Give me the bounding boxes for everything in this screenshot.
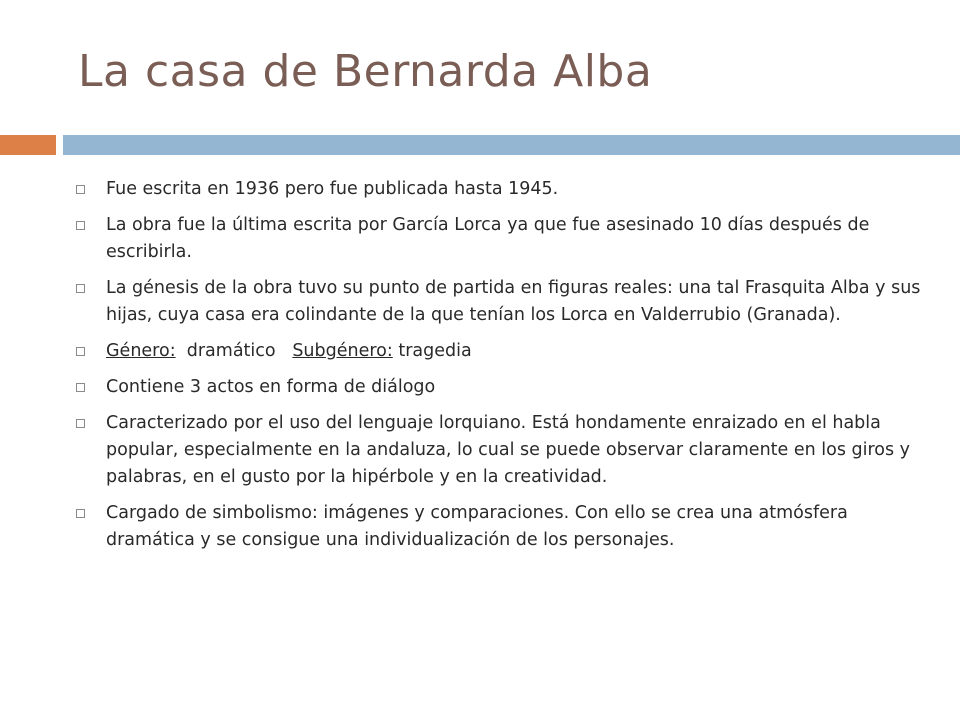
accent-bar-blue: [63, 135, 960, 155]
hollow-square-icon: [76, 347, 85, 356]
bullet-list: [76, 176, 936, 563]
slide-title: La casa de Bernarda Alba: [78, 46, 653, 97]
hollow-square-icon: [76, 419, 85, 428]
hollow-square-icon: [76, 383, 85, 392]
list-item: [76, 275, 936, 329]
subgenre-label: Subgénero:: [292, 341, 393, 361]
list-item: [76, 212, 936, 266]
genre-line: [106, 338, 936, 365]
item-text: Contiene 3 actos en forma de diálogo: [106, 377, 436, 397]
list-item: [76, 374, 936, 401]
item-text: Caracterizado por el uso del lenguaje lorquiano. Está hondamente enraizado en el habla popular, especialmente en la andaluza, lo cual se puede observar claramente en los giros y palabras, en el gusto por la hipérbole y en la creatividad.: [106, 413, 911, 487]
list-item: [76, 410, 936, 491]
hollow-square-icon: [76, 509, 85, 518]
hollow-square-icon: [76, 284, 85, 293]
hollow-square-icon: [76, 221, 85, 230]
item-text: Fue escrita en 1936 pero fue publicada hasta 1945.: [106, 179, 559, 199]
accent-bar-orange: [0, 135, 56, 155]
list-item: [76, 500, 936, 554]
list-item: [76, 176, 936, 203]
item-text: Cargado de simbolismo: imágenes y comparaciones. Con ello se crea una atmósfera dramática y se consigue una individualización de los personajes.: [106, 503, 848, 550]
hollow-square-icon: [76, 185, 85, 194]
subgenre-value: tragedia: [398, 341, 472, 361]
list-item: [76, 338, 936, 365]
genre-label: Género:: [106, 341, 176, 361]
genre-value: dramático: [186, 341, 276, 361]
item-text: La génesis de la obra tuvo su punto de partida en figuras reales: una tal Frasquita Alba y sus hijas, cuya casa era colindante de la que tenían los Lorca en Valderrubio (Granada).: [106, 278, 921, 325]
item-text: La obra fue la última escrita por García Lorca ya que fue asesinado 10 días después de escribirla.: [106, 215, 870, 262]
